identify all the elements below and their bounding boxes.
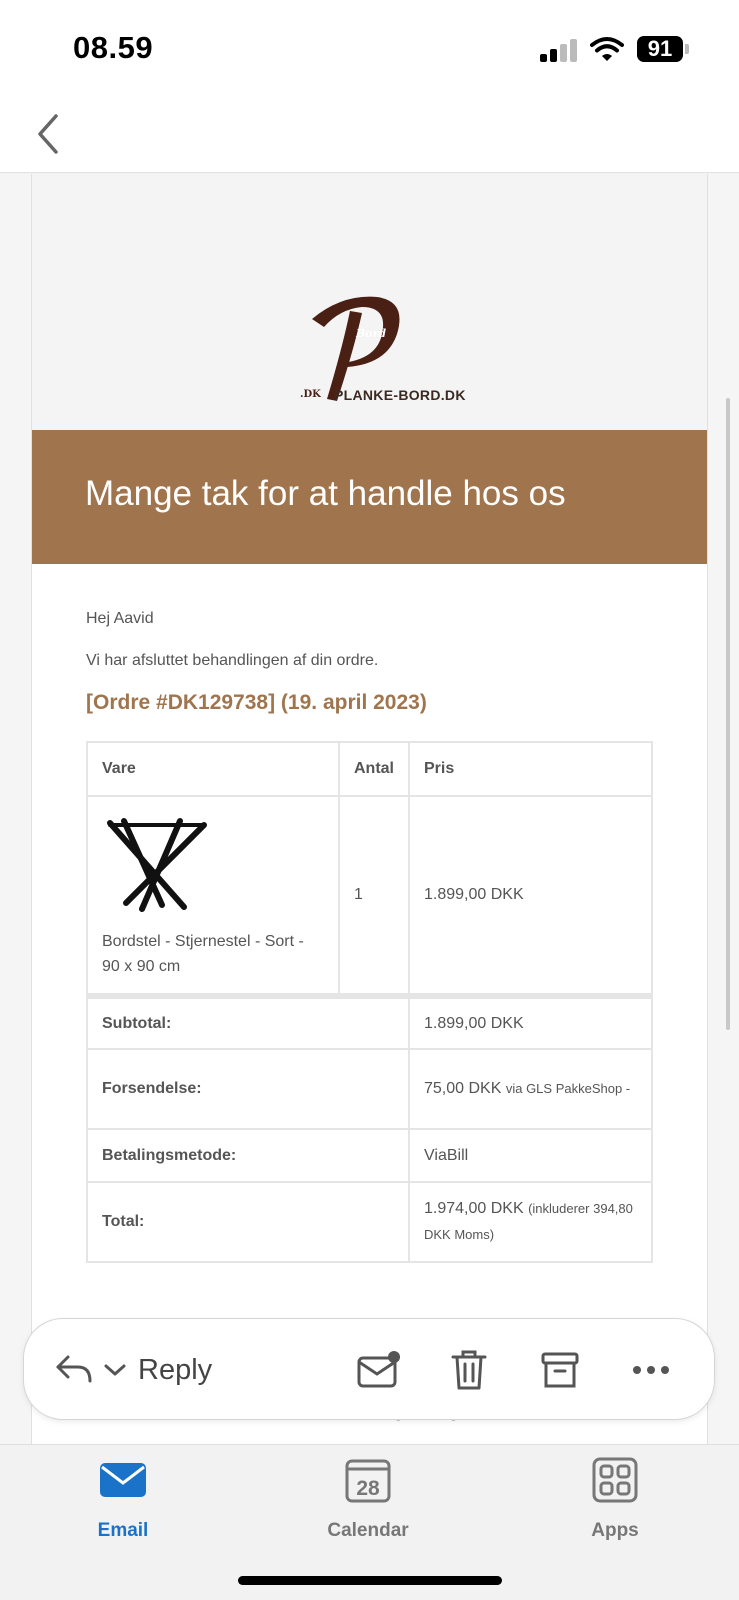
battery-icon: 91	[637, 36, 683, 62]
subtotal-row	[87, 996, 652, 1049]
tab-calendar-label: Calendar	[327, 1520, 409, 1541]
email-card	[31, 174, 708, 1444]
logo-text: PLANKE-BORD.DK	[334, 387, 466, 403]
status-bar	[0, 0, 739, 95]
greeting: Hej Aavid	[86, 610, 154, 627]
delete-button[interactable]	[447, 1348, 491, 1392]
reply-bar	[23, 1318, 715, 1420]
tab-calendar[interactable]	[303, 1457, 433, 1557]
svg-text:Bord: Bord	[356, 327, 387, 340]
tab-email-label: Email	[97, 1520, 149, 1541]
cellular-signal-icon	[540, 38, 578, 62]
email-banner	[32, 430, 707, 564]
trash-icon	[449, 1349, 489, 1391]
header-item: Vare	[87, 742, 339, 796]
intro-text: Vi har afsluttet behandlingen af din ordre.	[86, 652, 379, 669]
payment-value: ViaBill	[409, 1129, 652, 1182]
payment-row	[87, 1129, 652, 1182]
item-name: Bordstel - Stjernestel - Sort - 90 x 90 cm	[102, 933, 304, 975]
calendar-icon	[343, 1457, 393, 1503]
chevron-down-icon[interactable]	[102, 1360, 128, 1380]
total-cell	[409, 1182, 652, 1262]
tab-apps-label: Apps	[591, 1520, 639, 1541]
total-label: Total:	[87, 1182, 409, 1262]
banner-title: Mange tak for at handle hos os	[85, 474, 566, 513]
reply-button[interactable]	[54, 1344, 212, 1396]
mail-unread-icon	[356, 1350, 400, 1390]
subtotal-value: 1.899,00 DKK	[409, 996, 652, 1049]
shipping-note: via GLS PakkeShop -	[505, 1081, 631, 1096]
table-row	[87, 796, 652, 996]
subtotal-label: Subtotal:	[87, 996, 409, 1049]
reply-label: Reply	[138, 1353, 213, 1386]
home-indicator[interactable]	[238, 1576, 502, 1585]
order-table	[86, 741, 653, 1263]
tab-apps[interactable]	[550, 1457, 680, 1557]
tab-email[interactable]	[58, 1457, 188, 1557]
mark-unread-button[interactable]	[356, 1348, 400, 1392]
shipping-cell	[409, 1049, 652, 1129]
mail-icon	[98, 1457, 148, 1503]
status-time: 08.59	[73, 30, 154, 65]
scrollbar[interactable]	[726, 398, 730, 1030]
reply-arrow-icon	[54, 1353, 94, 1387]
item-qty: 1	[339, 796, 409, 996]
shipping-value: 75,00 DKK	[424, 1080, 502, 1097]
item-price: 1.899,00 DKK	[409, 796, 652, 996]
total-value: 1.974,00 DKK	[424, 1200, 524, 1217]
apps-grid-icon	[590, 1457, 640, 1503]
logo-area	[32, 174, 707, 430]
header-price: Pris	[409, 742, 652, 796]
table-header-row	[87, 742, 652, 796]
total-row	[87, 1182, 652, 1262]
archive-icon	[540, 1350, 580, 1390]
shipping-row	[87, 1049, 652, 1129]
back-button[interactable]	[28, 109, 68, 159]
order-heading[interactable]: [Ordre #DK129738] (19. april 2023)	[86, 691, 427, 714]
more-icon	[631, 1364, 671, 1376]
item-cell	[87, 796, 339, 996]
nav-bar	[0, 95, 739, 173]
email-content[interactable]	[0, 174, 739, 1444]
battery-tip	[685, 44, 689, 54]
product-image[interactable]	[102, 815, 212, 915]
svg-text:.DK: .DK	[300, 389, 321, 400]
payment-label: Betalingsmetode:	[87, 1129, 409, 1182]
archive-button[interactable]	[538, 1348, 582, 1392]
header-qty: Antal	[339, 742, 409, 796]
total-note: (inkluderer 394,80 DKK Moms)	[424, 1201, 633, 1242]
shipping-label: Forsendelse:	[87, 1049, 409, 1129]
chevron-left-icon	[37, 114, 59, 154]
wifi-icon	[590, 36, 624, 62]
more-button[interactable]	[629, 1348, 673, 1392]
calendar-day: 28	[356, 1477, 380, 1500]
